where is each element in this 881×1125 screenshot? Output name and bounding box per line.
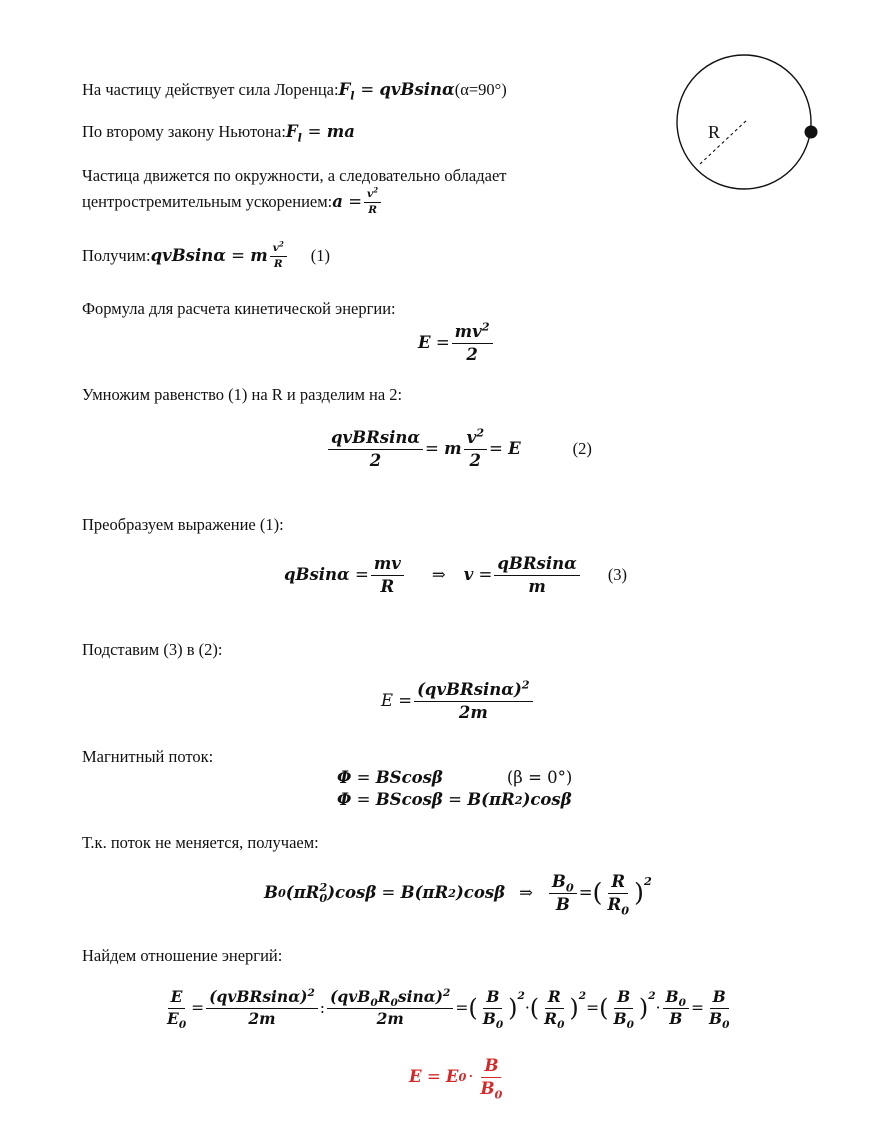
formula-3: qBsinα = $\frac{mv}{R}$ ⇒ v = qBRsinα m (3) [284,554,628,596]
fraction-e-e0: $\frac{E}{E_0}$ [167,987,187,1031]
text: По второму закону Ньютона: [82,122,286,141]
fraction-r-r0: R $R_0$ [607,872,630,918]
fraction-b-b0: B $B_0$ [613,987,634,1031]
fraction-energy-sub: (qvBRsinα)$^2$ 2m [414,680,532,723]
particle-dot [805,126,818,139]
formula-energy-sub: E = (qvBRsinα)$^2$ 2m [381,680,535,723]
formula-2: qvBRsinα 2 = m $\frac{v^2}{2}$ = E (2) [326,428,592,471]
fraction-b0-b: $\frac{B_0}{B}$ [663,988,689,1028]
line-centripetal [82,185,383,216]
fraction-v2-2: $\frac{v^2}{2}$ [464,428,487,471]
eq-number-2: (2) [572,439,592,459]
fraction-qbrsin-m: qBRsinα m [494,554,579,597]
fraction-qvbrsin-2: qvBRsinα 2 [328,428,423,471]
line-multiply: Умножим равенство (1) на R и разделим на 2: [82,385,403,404]
eq-number-3: (3) [607,565,628,585]
final-answer: E = E 0 · B $B_0$ [409,1056,507,1099]
note: (α=90°) [454,80,507,99]
line-flux-constant: Т.к. поток не меняется, получаем: [82,833,319,852]
line-magnetic-flux: Магнитный поток: [82,747,214,766]
beta-note: (β = 0°) [506,768,573,787]
text: центростремительным ускорением: [82,192,333,212]
text: Получим: [82,246,151,266]
fraction-energy: (qvBRsinα)$^2$ 2m [206,988,318,1028]
formula-flux-2: Φ = BScosβ = B(πR 2 )cosβ [337,790,572,809]
fraction-b-b0: B $B_0$ [482,987,504,1031]
formula-centripetal: a = [332,192,363,212]
formula-kinetic-energy: E = $\frac{mv^2}{2}$ [418,322,495,365]
text: На частицу действует сила Лоренца: [82,80,339,99]
fraction-b0-b: $\frac{B_0}{B}$ [549,872,577,915]
line-result-1 [82,239,331,270]
eq-number-1: (1) [310,246,331,266]
formula-lorentz: $F_l = qvBsin\alpha$ [338,80,455,103]
fraction-energy-0: $(qvB_0R_0\sin\alpha)^2$ 2m [327,988,453,1028]
line-substitute: Подставим (3) в (2): [82,640,223,659]
formula-energy-ratio: $\frac{E}{E_0}$ = (qvBRsinα)$^2$ 2m : $(qvB_0R_0\sin\alpha)^2$ 2m = ( B $B_0$ ) $^2$ · ( R $R_0$ ) $^2$ = ( B $B_0$ ) $^2$ · $\frac{B_0}{B}$ = $\frac{B}{B_0}$ [162,988,734,1028]
line-lorentz-force [82,80,507,103]
fraction-b-b0: $\frac{B}{B_0}$ [708,987,730,1031]
fraction-r-r0: R $R_0$ [544,987,565,1031]
line-energy-ratio: Найдем отношение энергий: [82,946,283,965]
circle-diagram [672,50,822,195]
line-newton-law [82,122,355,145]
line-circle-motion: Частица движется по окружности, а следовательно обладает [82,166,507,185]
fraction-b-b0: B $B_0$ [480,1056,503,1102]
line-transform: Преобразуем выражение (1): [82,515,284,534]
formula-flux-ratio: B 0 (πR 2 0 )cosβ = B(πR 2 )cosβ ⇒ $\frac{B_0}{B}$ = ( R $R_0$ ) $^2$ [264,872,652,918]
formula-newton: $F_l$ = ma [285,122,355,145]
formula-1: qvBsinα = m [150,246,268,266]
fraction-v2-R: $v^2$ R [270,242,287,270]
formula-flux-1: Φ = BScosβ (β = 0°) [337,768,573,787]
line-kinetic-energy: Формула для расчета кинетической энергии: [82,299,396,318]
fraction-mv-R: $\frac{mv}{R}$ [371,554,404,597]
fraction-v2-R: $\frac{v^2}{R}$ [364,188,381,216]
radius-label: R [708,122,721,142]
fraction-mv2-2: $\frac{mv^2}{2}$ [452,322,493,365]
